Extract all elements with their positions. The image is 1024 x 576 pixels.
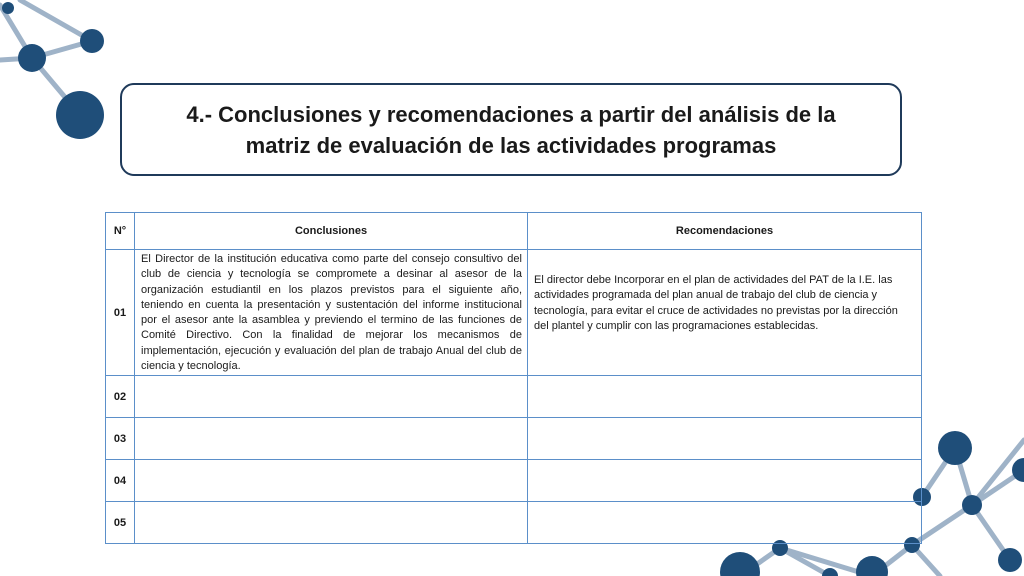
row-number: 03 bbox=[106, 418, 135, 460]
table-row bbox=[106, 250, 922, 376]
conclusion-cell: El Director de la institución educativa como parte del consejo consultivo del club de ciencia y tecnología se compromete a desinar al asesor de la organización estudiantil en los plazos previstos para el siguiente año, teniendo en cuenta la presentación y sustentación del informe institucional por el asesor ante la asamblea y previendo el termino de las funciones de Comité Directivo. Con la finalidad de mejorar los mecanismos de implementación, ejecución y evaluación del plan de trabajo Anual del club de ciencia y tecnología. bbox=[135, 250, 528, 376]
recommendation-cell bbox=[528, 418, 922, 460]
conclusion-cell bbox=[135, 502, 528, 544]
conclusion-cell bbox=[135, 460, 528, 502]
header-number: N° bbox=[106, 213, 135, 250]
header-conclusions: Conclusiones bbox=[135, 213, 528, 250]
table-row bbox=[106, 418, 922, 460]
network-top-left bbox=[0, 0, 104, 139]
row-number: 05 bbox=[106, 502, 135, 544]
recommendation-cell bbox=[528, 502, 922, 544]
conclusion-cell bbox=[135, 418, 528, 460]
evaluation-matrix-table bbox=[105, 212, 922, 544]
row-number: 02 bbox=[106, 376, 135, 418]
row-number: 04 bbox=[106, 460, 135, 502]
recommendation-cell bbox=[528, 376, 922, 418]
conclusion-cell bbox=[135, 376, 528, 418]
recommendation-cell bbox=[528, 460, 922, 502]
page-title: 4.- Conclusiones y recomendaciones a partir del análisis de la matriz de evaluación de las actividades programas bbox=[186, 101, 836, 158]
table-row bbox=[106, 376, 922, 418]
row-number: 01 bbox=[106, 250, 135, 376]
title-box bbox=[120, 83, 902, 176]
recommendation-cell: El director debe Incorporar en el plan de actividades del PAT de la I.E. las actividades programada del plan anual de trabajo del club de ciencia y tecnología, para evitar el cruce de actividades no previstas por la dirección del plantel y cumplir con las programaciones establecidas. bbox=[528, 250, 922, 376]
table-row bbox=[106, 502, 922, 544]
table-row bbox=[106, 460, 922, 502]
table-header-row bbox=[106, 213, 922, 250]
header-recommendations: Recomendaciones bbox=[528, 213, 922, 250]
